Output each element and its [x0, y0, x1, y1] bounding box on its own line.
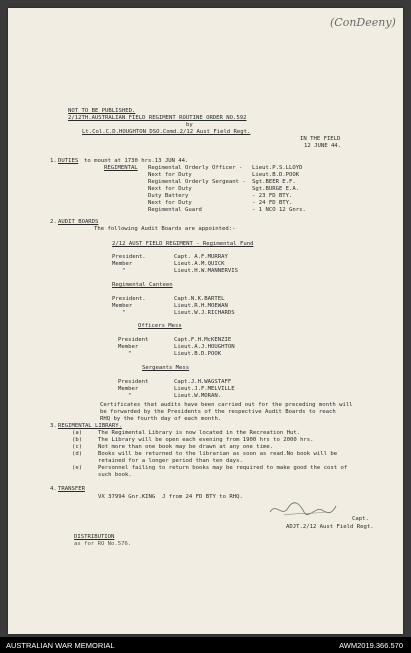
distribution-label: DISTRIBUTION — [74, 534, 115, 540]
board-role: Member — [112, 303, 133, 309]
audit-note-line: Certificates that audits have been carried out for the preceding month will — [100, 402, 353, 408]
board-member: Lieut.W.MORAN. — [174, 393, 222, 399]
signatory-rank: Capt. — [352, 516, 369, 522]
section-4-label: TRANSFER — [58, 486, 85, 492]
duty-person: Lieut.P.S.LLOYD — [252, 165, 303, 171]
duty-role: Next for Duty — [148, 186, 192, 192]
by-label: by — [186, 122, 193, 128]
library-item-text: Personnel failing to return books may be required to make good the cost of — [98, 465, 348, 471]
distribution-text: as for RO No.576. — [74, 541, 132, 547]
board-role: " — [128, 351, 132, 357]
duty-person: - 23 FD BTY. — [252, 193, 293, 199]
duty-role: Regimental Guard — [148, 207, 202, 213]
library-item-mark: (e) — [72, 465, 83, 471]
audit-note-line: RHQ by the fourth day of each month. — [100, 416, 222, 422]
not-published-label: NOT TO BE PUBLISHED. — [68, 108, 136, 114]
board-role: President — [118, 337, 149, 343]
board-member: Lieut.W.J.RICHARDS — [174, 310, 235, 316]
library-item-mark: (c) — [72, 444, 83, 450]
duty-role: Duty Battery — [148, 193, 189, 199]
board-member: Capt.J.H.WAGSTAFF — [174, 379, 232, 385]
board-role: Member — [118, 386, 139, 392]
footer-source: AUSTRALIAN WAR MEMORIAL — [6, 641, 115, 650]
board-member: Capt. A.F.MURRAY — [174, 254, 228, 260]
audit-intro: The following Audit Boards are appointed:- — [94, 226, 236, 232]
section-3-label: REGIMENTAL LIBRARY. — [58, 423, 122, 429]
handwritten-annotation: (ConDeeny) — [330, 16, 396, 29]
section-2-label: AUDIT BOARDS — [58, 219, 99, 225]
board-member: Lieut.A.M.QUICK — [174, 261, 225, 267]
library-item-text: retained for a longer period than ten days. — [98, 458, 243, 464]
board-member: Capt.F.H.McKENZIE — [174, 337, 232, 343]
document-sheet — [8, 8, 403, 634]
duty-person: - 1 NCO 12 Gnrs. — [252, 207, 306, 213]
canteen-subheading: Regimental Canteen — [112, 282, 173, 288]
footer-bar — [0, 637, 411, 653]
audit-note-line: be forwarded by the Presidents of the respective Audit Boards to reach — [100, 409, 336, 415]
duty-person: Sgt.BEER E.F. — [252, 179, 296, 185]
section-1-number: 1. — [50, 158, 57, 164]
officers-mess-subheading: Officers Mess — [138, 323, 182, 329]
sergeants-mess-subheading: Sergeants Mess — [142, 365, 190, 371]
board-role: Member — [118, 344, 139, 350]
library-item-text: The Library will be open each evening from 1900 hrs to 2000 hrs. — [98, 437, 314, 443]
library-item-text: such book. — [98, 472, 132, 478]
board-role: President — [118, 379, 149, 385]
board-member: Lieut.B.D.POOK — [174, 351, 222, 357]
board-member: Lieut.H.W.MANNERVIS — [174, 268, 238, 274]
regimental-label: REGIMENTAL — [104, 165, 138, 171]
duties-intro: to mount at 1730 hrs.13 JUN 44. — [84, 158, 189, 164]
section-1-label: DUTIES — [58, 158, 79, 164]
duty-role: Next for Duty — [148, 200, 192, 206]
board-role: " — [122, 268, 126, 274]
board-member: Lieut.J.F.MELVILLE — [174, 386, 235, 392]
duty-person: Sgt.BURGE E.A. — [252, 186, 300, 192]
library-item-mark: (a) — [72, 430, 83, 436]
board-member: Capt.N.K.BARTEL — [174, 296, 225, 302]
duty-person: Lieut.B.D.POOK — [252, 172, 300, 178]
section-2-number: 2. — [50, 219, 57, 225]
library-item-mark: (b) — [72, 437, 83, 443]
board-role: President. — [112, 296, 146, 302]
library-item-text: Not more than one book may be drawn at any one time. — [98, 444, 274, 450]
board-member: Lieut.R.H.MOEWAN — [174, 303, 228, 309]
handwritten-signature — [266, 498, 340, 520]
section-4-number: 4. — [50, 486, 57, 492]
duty-person: - 24 FD BTY. — [252, 200, 293, 206]
library-item-text: The Regimental Library is now located in the Recreation Hut. — [98, 430, 301, 436]
board-role: " — [128, 393, 132, 399]
library-item-mark: (d) — [72, 451, 83, 457]
board-role: " — [122, 310, 126, 316]
footer-accession-id: AWM2019.366.570 — [339, 641, 403, 650]
board-role: Member — [112, 261, 133, 267]
duty-role: Regimental Orderly Sergeant - — [148, 179, 246, 185]
transfer-text: VX 37994 Gnr.KING J from 24 FD BTY to RHQ. — [98, 494, 243, 500]
date-label: 12 JUNE 44. — [304, 143, 342, 149]
signatory-title: ADJT.2/12 Aust Field Regt. — [286, 524, 374, 530]
commander-line: Lt.Col.C.D.HOUGHTON DSO.Comd.2/12 Aust Field Regt. — [82, 129, 251, 135]
library-item-text: Books will be returned to the librarian as soon as read.No book will be — [98, 451, 338, 457]
place-label: IN THE FIELD — [300, 136, 341, 142]
fund-subheading: 2/12 AUST FIELD REGIMENT - Regimental Fund — [112, 241, 254, 247]
order-title: 2/12TH.AUSTRALIAN FIELD REGIMENT ROUTINE ORDER NO.592 — [68, 115, 247, 121]
duty-role: Regimental Orderly Officer - — [148, 165, 243, 171]
board-role: President. — [112, 254, 146, 260]
board-member: Lieut.A.J.HOUGHTON — [174, 344, 235, 350]
duty-role: Next for Duty — [148, 172, 192, 178]
section-3-number: 3. — [50, 423, 57, 429]
